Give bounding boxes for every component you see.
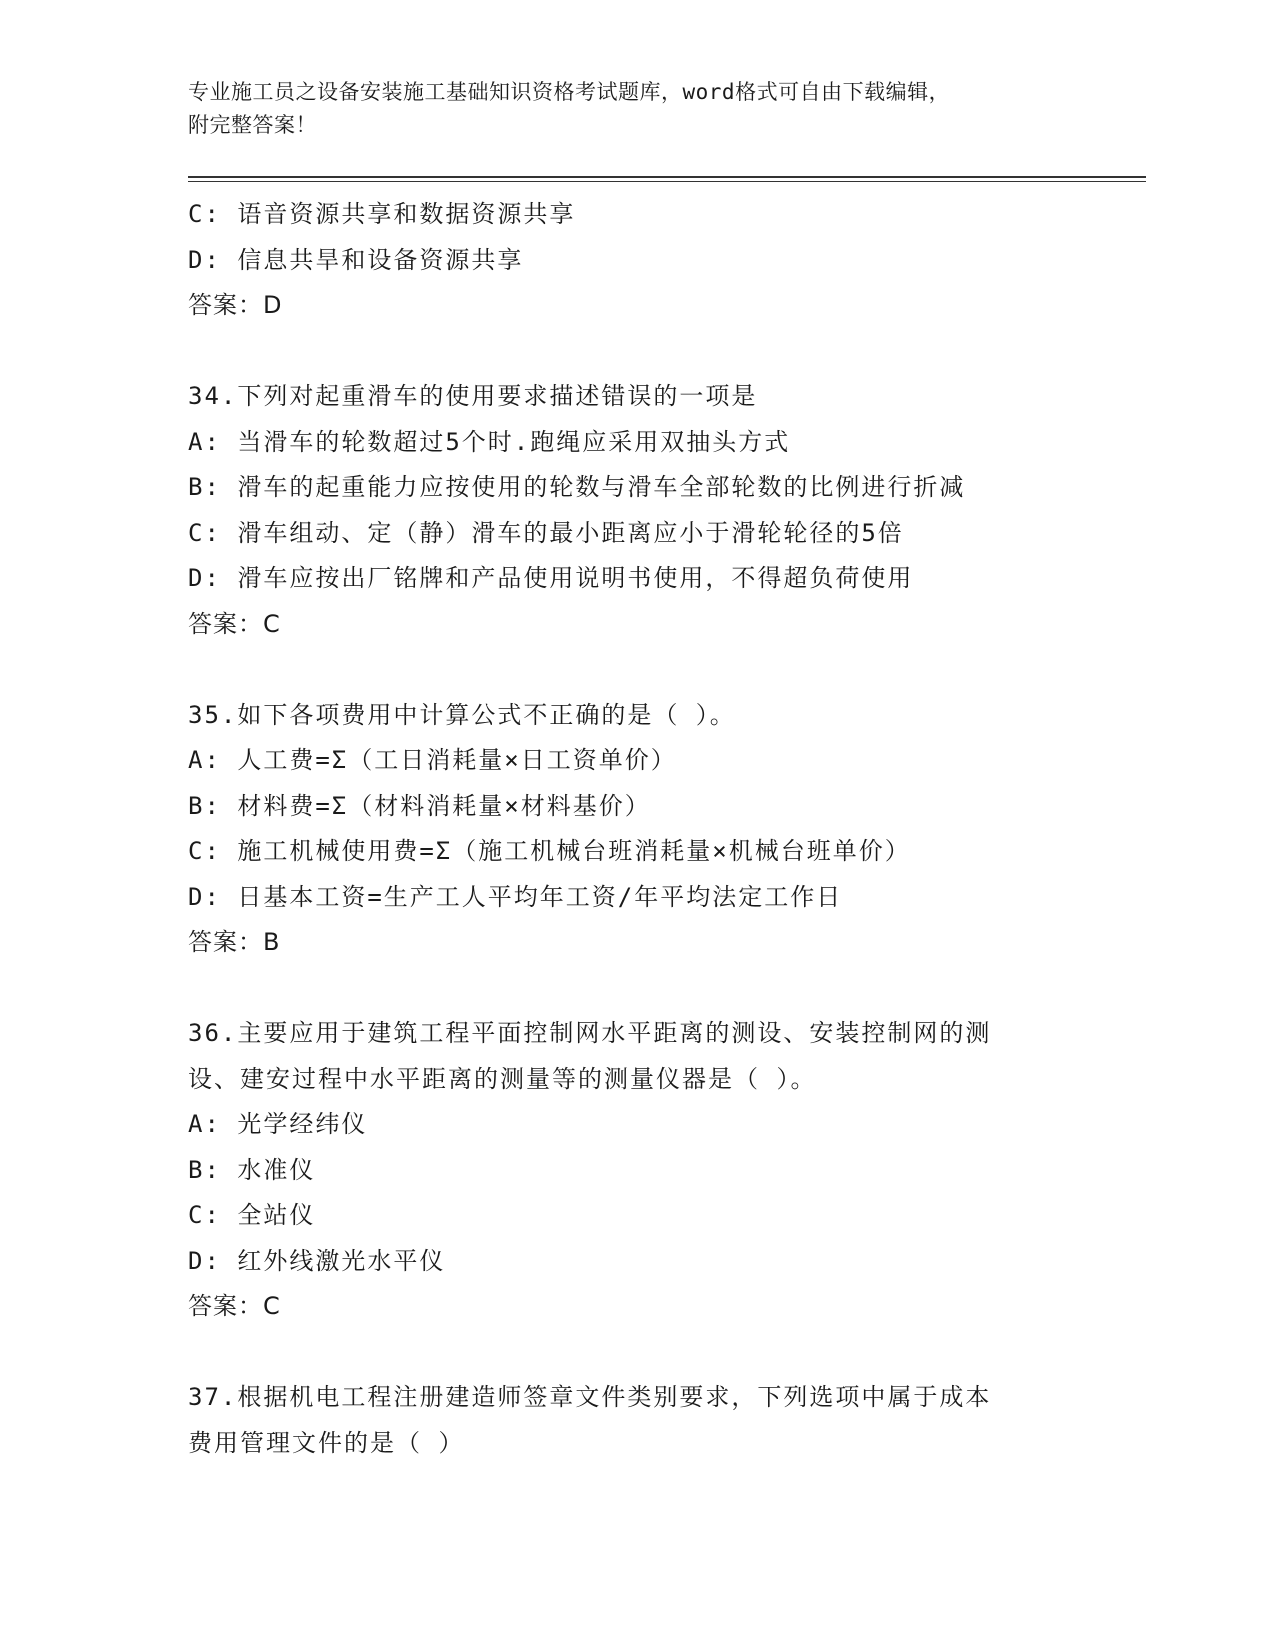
- header-line-1: 专业施工员之设备安装施工基础知识资格考试题库，word格式可自由下载编辑，: [188, 80, 951, 104]
- answer: 答案：C: [188, 1292, 281, 1320]
- question-35: [188, 693, 1088, 966]
- question-list: [188, 192, 1088, 1466]
- question-stem-line-2: 设、建安过程中水平距离的测量等的测量仪器是（ ）。: [188, 1064, 817, 1093]
- question-37: [188, 1375, 1088, 1466]
- option-b: B: 水准仪: [188, 1155, 316, 1184]
- option-d: D: 信息共旱和设备资源共享: [188, 245, 524, 274]
- option-d: D: 日基本工资=生产工人平均年工资/年平均法定工作日: [188, 882, 843, 911]
- question-36: [188, 1011, 1088, 1330]
- question-stem-line-1: 36.主要应用于建筑工程平面控制网水平距离的测设、安装控制网的测: [188, 1019, 992, 1047]
- option-c: C: 语音资源共享和数据资源共享: [188, 200, 576, 228]
- header-line-2: 附完整答案！: [188, 113, 317, 137]
- option-a: A: 人工费=Σ（工日消耗量×日工资单价）: [188, 746, 677, 774]
- option-a: A: 当滑车的轮数超过5个时.跑绳应采用双抽头方式: [188, 427, 791, 456]
- option-b: B: 滑车的起重能力应按使用的轮数与滑车全部轮数的比例进行折减: [188, 473, 966, 501]
- option-b: B: 材料费=Σ（材料消耗量×材料基价）: [188, 791, 651, 820]
- document-header: [188, 76, 1088, 142]
- option-a: A: 光学经纬仪: [188, 1110, 368, 1138]
- answer: 答案：B: [188, 928, 281, 956]
- answer: 答案：D: [188, 291, 283, 319]
- question-33: [188, 192, 1088, 329]
- option-c: C: 全站仪: [188, 1201, 316, 1229]
- header-divider: [188, 176, 1146, 182]
- question-stem: 35.如下各项费用中计算公式不正确的是（ ）。: [188, 700, 736, 729]
- option-c: C: 滑车组动、定（静）滑车的最小距离应小于滑轮轮径的5倍: [188, 518, 904, 547]
- option-c: C: 施工机械使用费=Σ（施工机械台班消耗量×机械台班单价）: [188, 837, 911, 865]
- answer: 答案：C: [188, 609, 281, 638]
- question-stem-line-1: 37.根据机电工程注册建造师签章文件类别要求，下列选项中属于成本: [188, 1383, 992, 1411]
- question-34: [188, 374, 1088, 647]
- question-stem: 34.下列对起重滑车的使用要求描述错误的一项是: [188, 382, 758, 410]
- question-stem-line-2: 费用管理文件的是（ ）: [188, 1428, 465, 1457]
- option-d: D: 红外线激光水平仪: [188, 1246, 446, 1275]
- option-d: D: 滑车应按出厂铭牌和产品使用说明书使用，不得超负荷使用: [188, 564, 914, 592]
